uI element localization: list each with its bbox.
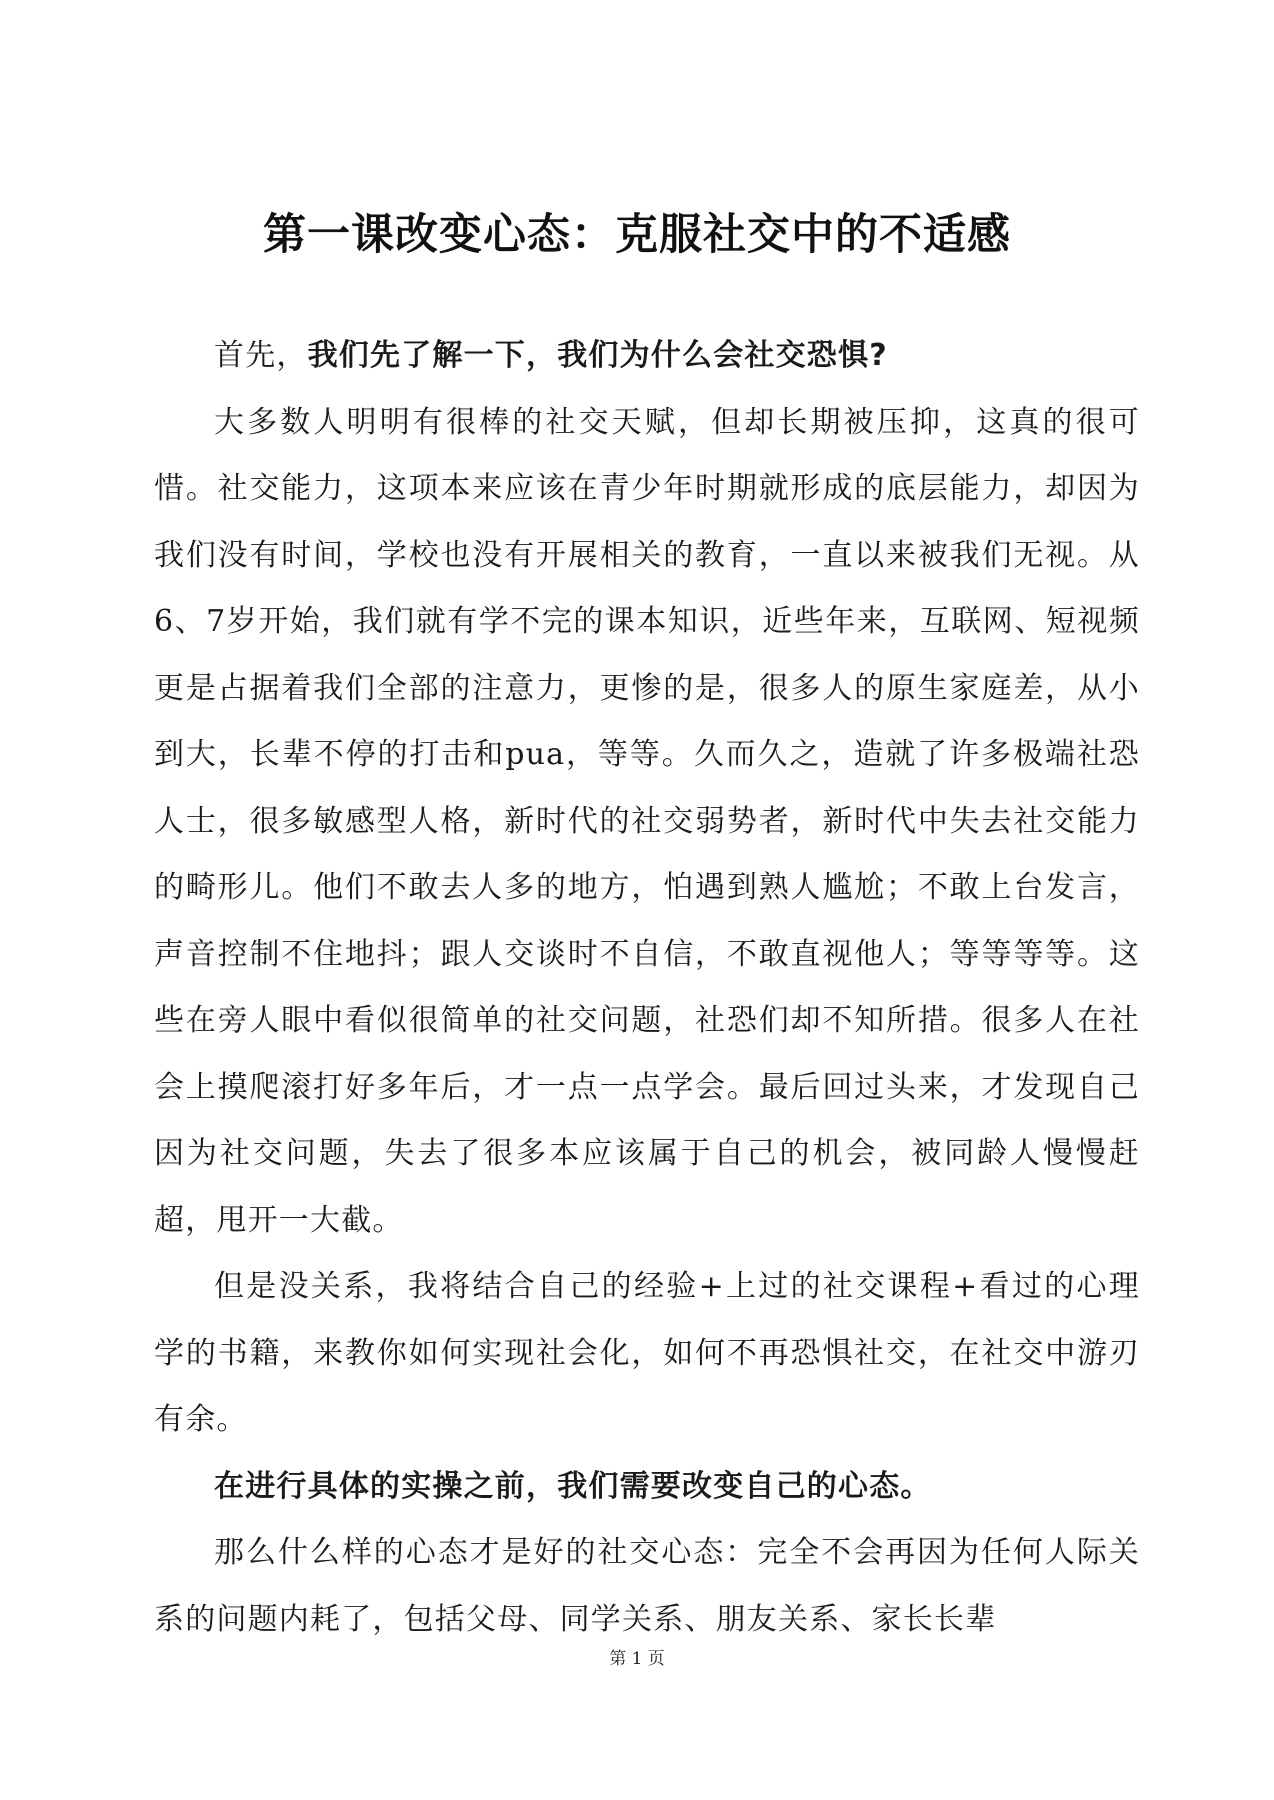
intro-question: 我们先了解一下，我们为什么会社交恐惧? [307, 338, 888, 373]
paragraph-mindset-heading: 在进行具体的实操之前，我们需要改变自己的心态。 [214, 1468, 932, 1504]
paragraph-social-fear: 大多数人明明有很棒的社交天赋，但却长期被压抑，这真的很可惜。社交能力，这项本来应该在青少年时期就形成的底层能力，却因为我们没有时间，学校也没有开展相关的教育，一直以来被我们无视。从6、7岁开始，我们就有学不完的课本知识，近些年来，互联网、短视频更是占据着我们全部的注意力，更惨的是，很多人的原生家庭差，从小到大，长辈不停的打击和pua，等等。久而久之，造就了许多极端社恐人士，很多敏感型人格，新时代的社交弱势者，新时代中失去社交能力的畸形儿。他们不敢去人多的地方，怕遇到熟人尴尬；不敢上台发言，声音控制不住地抖；跟人交谈时不自信，不敢直视他人；等等等等。这些在旁人眼中看似很简单的社交问题，社恐们却不知所措。很多人在社会上摸爬滚打好多年后，才一点一点学会。最后回过头来，才发现自己因为社交问题，失去了很多本应该属于自己的机会，被同龄人慢慢赶超，甩开一大截。 [154, 404, 1140, 1238]
document-body [154, 323, 1140, 1653]
paragraph-course-intro: 但是没关系，我将结合自己的经验+上过的社交课程+看过的心理学的书籍，来教你如何实现社会化，如何不再恐惧社交，在社交中游刃有余。 [154, 1269, 1140, 1437]
intro-lead: 首先， [214, 338, 308, 373]
page-number: 第 1 页 [609, 1649, 665, 1669]
paragraph-good-mindset: 那么什么样的心态才是好的社交心态：完全不会再因为任何人际关系的问题内耗了，包括父母、同学关系、朋友关系、家长长辈 [154, 1535, 1140, 1637]
paragraph-intro [154, 323, 1140, 390]
page-title: 第一课改变心态：克服社交中的不适感 [263, 210, 1011, 260]
